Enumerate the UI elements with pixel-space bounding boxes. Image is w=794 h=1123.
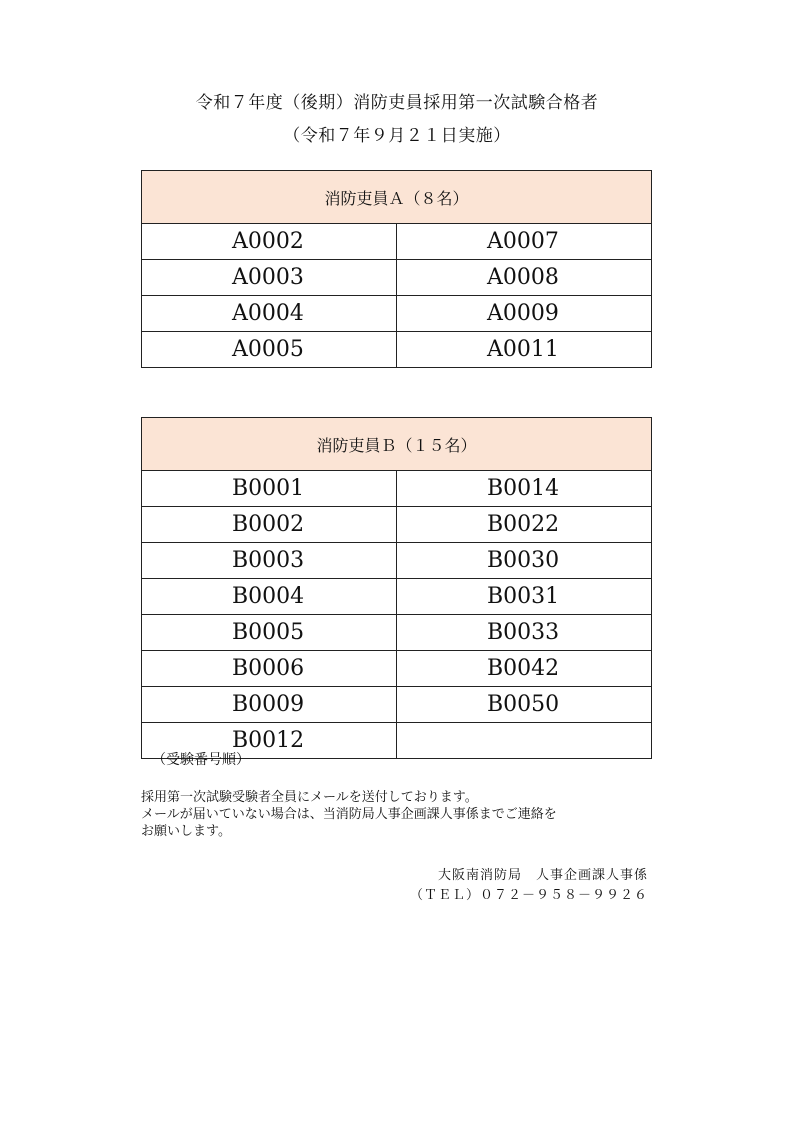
notice-line: 採用第一次試験受験者全員にメールを送付しております。 xyxy=(141,790,478,805)
exam-number-cell: B0050 xyxy=(397,687,652,723)
exam-number-cell: A0005 xyxy=(142,332,397,368)
table-b-header: 消防吏員Ｂ（１５名） xyxy=(142,418,652,471)
table-row xyxy=(142,651,652,687)
table-a-header: 消防吏員Ａ（８名） xyxy=(142,171,652,224)
exam-number-cell: B0006 xyxy=(142,651,397,687)
exam-number-cell: B0005 xyxy=(142,615,397,651)
results-table-b xyxy=(141,417,652,759)
exam-number-cell: B0030 xyxy=(397,543,652,579)
page-title: 令和７年度（後期）消防吏員採用第一次試験合格者 xyxy=(195,93,599,113)
table-row xyxy=(142,296,652,332)
table-row xyxy=(142,224,652,260)
exam-date: （令和７年９月２１日実施） xyxy=(283,126,511,146)
exam-number-cell: A0011 xyxy=(397,332,652,368)
table-row xyxy=(142,260,652,296)
exam-number-cell xyxy=(397,723,652,759)
table-row xyxy=(142,615,652,651)
contact-phone: （ＴＥＬ）０７２－９５８－９９２６ xyxy=(409,888,648,903)
exam-number-cell: B0014 xyxy=(397,471,652,507)
results-table-a xyxy=(141,170,652,368)
table-row xyxy=(142,543,652,579)
table-row xyxy=(142,687,652,723)
exam-number-cell: A0004 xyxy=(142,296,397,332)
exam-number-cell: B0001 xyxy=(142,471,397,507)
exam-number-cell: B0004 xyxy=(142,579,397,615)
exam-number-cell: A0007 xyxy=(397,224,652,260)
table-row xyxy=(142,332,652,368)
exam-number-cell: B0012 xyxy=(142,723,397,759)
exam-number-cell: B0009 xyxy=(142,687,397,723)
exam-number-cell: A0008 xyxy=(397,260,652,296)
order-note: （受験番号順） xyxy=(152,752,250,768)
table-row xyxy=(142,507,652,543)
exam-number-cell: A0003 xyxy=(142,260,397,296)
notice-line: メールが届いていない場合は、当消防局人事企画課人事係までご連絡を xyxy=(141,807,557,822)
exam-number-cell: B0002 xyxy=(142,507,397,543)
table-row xyxy=(142,579,652,615)
exam-number-cell: A0009 xyxy=(397,296,652,332)
exam-number-cell: B0022 xyxy=(397,507,652,543)
notice-message xyxy=(141,789,661,840)
exam-number-cell: B0042 xyxy=(397,651,652,687)
table-b-body xyxy=(142,471,652,759)
exam-number-cell: B0003 xyxy=(142,543,397,579)
table-a-body xyxy=(142,224,652,368)
table-row xyxy=(142,471,652,507)
exam-number-cell: B0031 xyxy=(397,579,652,615)
notice-line: お願いします。 xyxy=(141,824,231,839)
contact-department: 大阪南消防局 人事企画課人事係 xyxy=(437,868,648,883)
exam-number-cell: B0033 xyxy=(397,615,652,651)
exam-number-cell: A0002 xyxy=(142,224,397,260)
